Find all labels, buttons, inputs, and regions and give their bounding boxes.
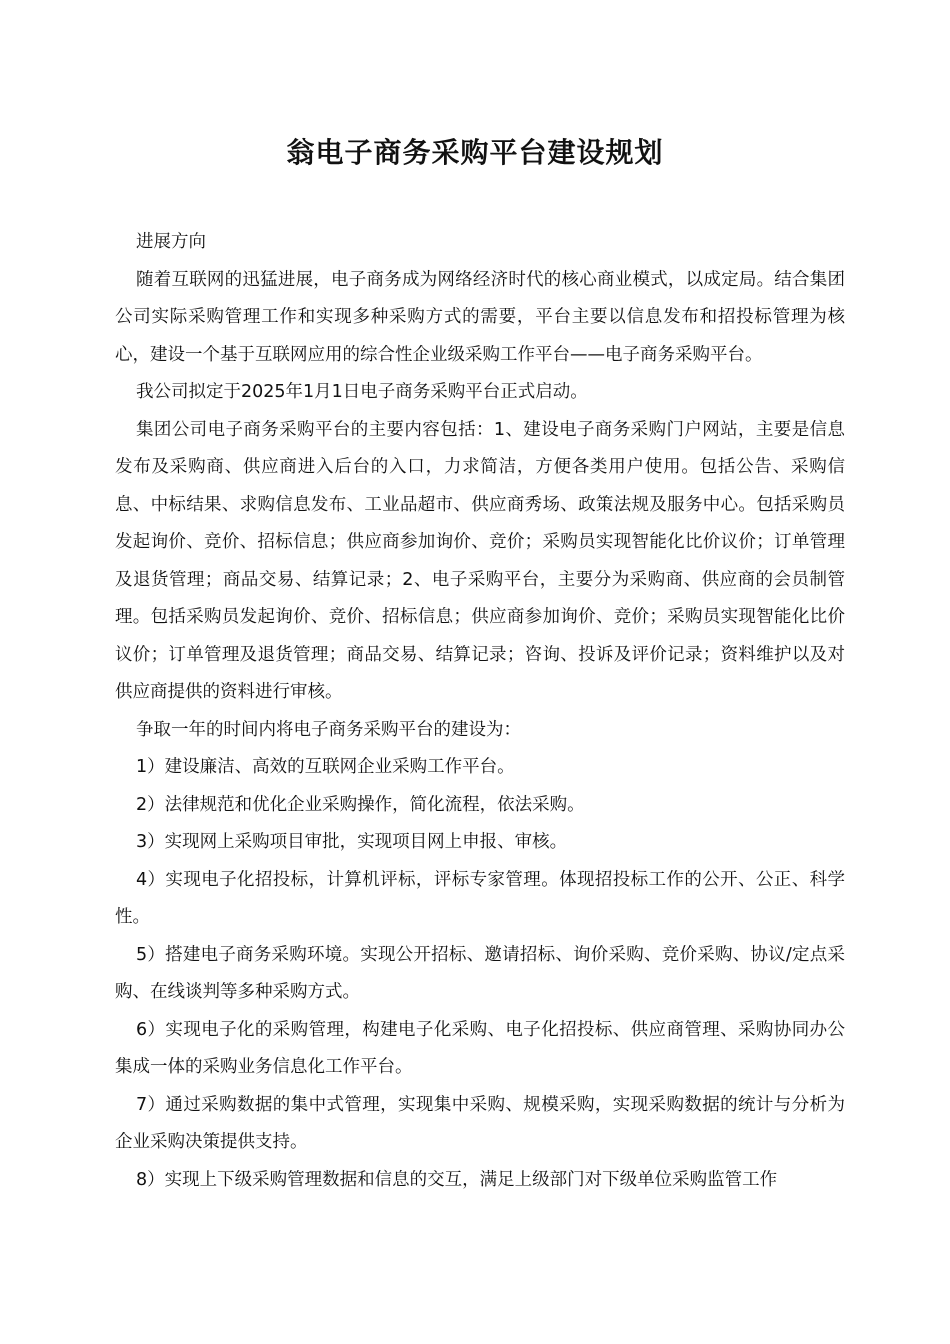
- document-title: 翁电子商务采购平台建设规划: [286, 136, 664, 169]
- section-heading: 进展方向: [136, 232, 206, 252]
- paragraph-goals-intro: 争取一年的时间内将电子商务采购平台的建设为：: [136, 719, 521, 740]
- document-body: [115, 224, 845, 1199]
- paragraph-background: 随着互联网的迅猛进展，电子商务成为网络经济时代的核心商业模式，以成定局。结合集团公司实际采购管理工作和实现多种采购方式的需要，平台主要以信息发布和招投标管理为核心，建设一个基于互联网应用的综合性企业级采购工作平台——电子商务采购平台。: [115, 269, 845, 365]
- goal-item-8: 8）实现上下级采购管理数据和信息的交互，满足上级部门对下级单位采购监管工作: [136, 1169, 778, 1190]
- goal-item-4: 4）实现电子化招投标，计算机评标，评标专家管理。体现招投标工作的公开、公正、科学性。: [115, 869, 845, 927]
- goal-item-7: 7）通过采购数据的集中式管理，实现集中采购、规模采购，实现采购数据的统计与分析为企业采购决策提供支持。: [115, 1094, 845, 1152]
- goal-item-3: 3）实现网上采购项目审批，实现项目网上申报、审核。: [136, 832, 568, 852]
- goal-item-2: 2）法律规范和优化企业采购操作，简化流程，依法采购。: [136, 794, 585, 815]
- paragraph-launch-date: 我公司拟定于2025年1月1日电子商务采购平台正式启动。: [136, 382, 588, 402]
- paragraph-main-content: 集团公司电子商务采购平台的主要内容包括：1、建设电子商务采购门户网站，主要是信息发布及采购商、供应商进入后台的入口，力求简洁，方便各类用户使用。包括公告、采购信息、中标结果、求购信息发布、工业品超市、供应商秀场、政策法规及服务中心。包括采购员发起询价、竞价、招标信息；供应商参加询价、竞价；采购员实现智能化比价议价；订单管理及退货管理；商品交易、结算记录；2、电子采购平台，主要分为采购商、供应商的会员制管理。包括采购员发起询价、竞价、招标信息；供应商参加询价、竞价；采购员实现智能化比价议价；订单管理及退货管理；商品交易、结算记录；咨询、投诉及评价记录；资料维护以及对供应商提供的资料进行审核。: [115, 419, 845, 702]
- goal-item-5: 5）搭建电子商务采购环境。实现公开招标、邀请招标、询价采购、竞价采购、协议/定点采购、在线谈判等多种采购方式。: [115, 944, 845, 1002]
- goal-item-1: 1）建设廉洁、高效的互联网企业采购工作平台。: [136, 757, 515, 777]
- goal-item-6: 6）实现电子化的采购管理，构建电子化采购、电子化招投标、供应商管理、采购协同办公集成一体的采购业务信息化工作平台。: [115, 1019, 845, 1077]
